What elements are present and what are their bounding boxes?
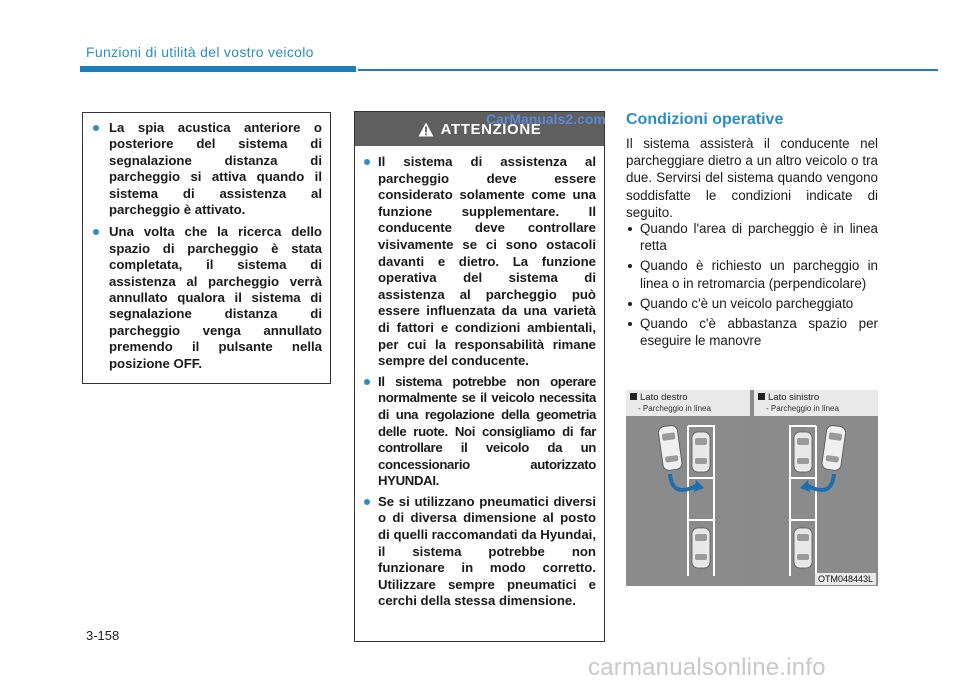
figure-code: OTM048443L: [815, 573, 876, 585]
bullet-dot-icon: [364, 499, 370, 505]
panel-title: Lato sinistro: [758, 392, 819, 403]
panel-subtitle: - Parcheggio in linea: [638, 404, 711, 413]
note-text: Una volta che la ricerca dello spazio di parcheggio è stata completata, il sistema di assistenza al parcheggio verrà annullato qualora il sistema di segnalazione distanza di parcheggio venga annullato premendo il pulsante nella posizione OFF.: [109, 224, 322, 371]
bullet-dot-icon: [628, 302, 632, 306]
note-item: [93, 224, 322, 372]
square-bullet-icon: [630, 393, 637, 400]
watermark: CarManuals2.com: [486, 111, 606, 127]
header-rule-thick: [80, 66, 356, 72]
warning-triangle-icon: [418, 122, 434, 137]
warning-item: [364, 494, 596, 610]
bullet-dot-icon: [364, 159, 370, 165]
condition-text: Quando c'è un veicolo parcheggiato: [640, 295, 854, 311]
conditions-intro: Il sistema assisterà il conducente nel parcheggiare dietro a un altro veicolo o tra due. Servirsi del sistema quando vengono soddisfatte le condizioni indicate di seguito.: [626, 136, 878, 220]
condition-item: [626, 220, 878, 254]
header-rule-thin: [358, 69, 938, 71]
bullet-dot-icon: [628, 264, 632, 268]
conditions-title: Condizioni operative: [626, 111, 784, 128]
square-bullet-icon: [758, 393, 765, 400]
note-list: [83, 113, 330, 372]
note-text: La spia acustica anteriore o posteriore del sistema di segnalazione distanza di parcheggio si attiva quando il sistema di assistenza al parcheggio è attivato.: [109, 120, 322, 218]
warning-text: Se si utilizzano pneumatici diversi o di diversa dimensione al posto di quelli raccomandati da Hyundai, il sistema potrebbe non funzionare in modo corretto. Utilizzare sempre pneumatici e cerchi della stessa dimensione.: [378, 493, 596, 609]
condition-item: [626, 315, 878, 349]
warning-list: [355, 154, 604, 614]
bullet-dot-icon: [93, 125, 99, 131]
parking-scene-right-icon: [626, 416, 750, 586]
bullet-dot-icon: [364, 379, 370, 385]
condition-item: [626, 257, 878, 291]
condition-text: Quando l'area di parcheggio è in linea retta: [640, 221, 878, 254]
condition-item: [626, 295, 878, 312]
warning-title: ATTENZIONE: [440, 120, 542, 138]
section-title: Funzioni di utilità del vostro veicolo: [86, 44, 314, 60]
panel-caption: [626, 390, 750, 416]
panel-subtitle: - Parcheggio in linea: [766, 404, 839, 413]
site-watermark: carmanualsonline.info: [588, 654, 826, 681]
panel-right-side: [626, 390, 750, 586]
panel-title: Lato destro: [630, 392, 688, 403]
warning-text: Il sistema di assistenza al parcheggio deve essere considerato solamente come una funzione supplementare. Il conducente deve controllare visivamente se ci sono ostacoli davanti e dietro. La funzione operativa del sistema di assistenza al parcheggio può essere influenzata da una varietà di fattori e condizioni ambientali, per cui la responsabilità rimane sempre del conducente.: [378, 154, 596, 369]
warning-item: [364, 154, 596, 370]
parking-scene-left-icon: [754, 416, 878, 586]
warning-text: Il sistema potrebbe non operare normalmente se il veicolo necessita di una regolazione della geometria delle ruote. Noi consigliamo di far controllare il veicolo da un concessionario autorizzato HYUNDAI.: [378, 373, 596, 489]
panel-left-side: [754, 390, 878, 586]
conditions-list: [626, 220, 878, 352]
warning-item: [364, 374, 596, 490]
condition-text: Quando c'è abbastanza spazio per eseguire le manovre: [640, 316, 878, 349]
note-item: [93, 120, 322, 218]
warning-box: [354, 111, 605, 642]
panel-caption: [754, 390, 878, 416]
bullet-dot-icon: [628, 227, 632, 231]
bullet-dot-icon: [628, 322, 632, 326]
page-number: 3-158: [86, 628, 120, 643]
condition-text: Quando è richiesto un parcheggio in linea o in retromarcia (perpendicolare): [640, 258, 878, 291]
car-icon: [692, 432, 710, 472]
note-box: [82, 112, 331, 384]
bullet-dot-icon: [93, 229, 99, 235]
parking-figure: [626, 390, 878, 586]
